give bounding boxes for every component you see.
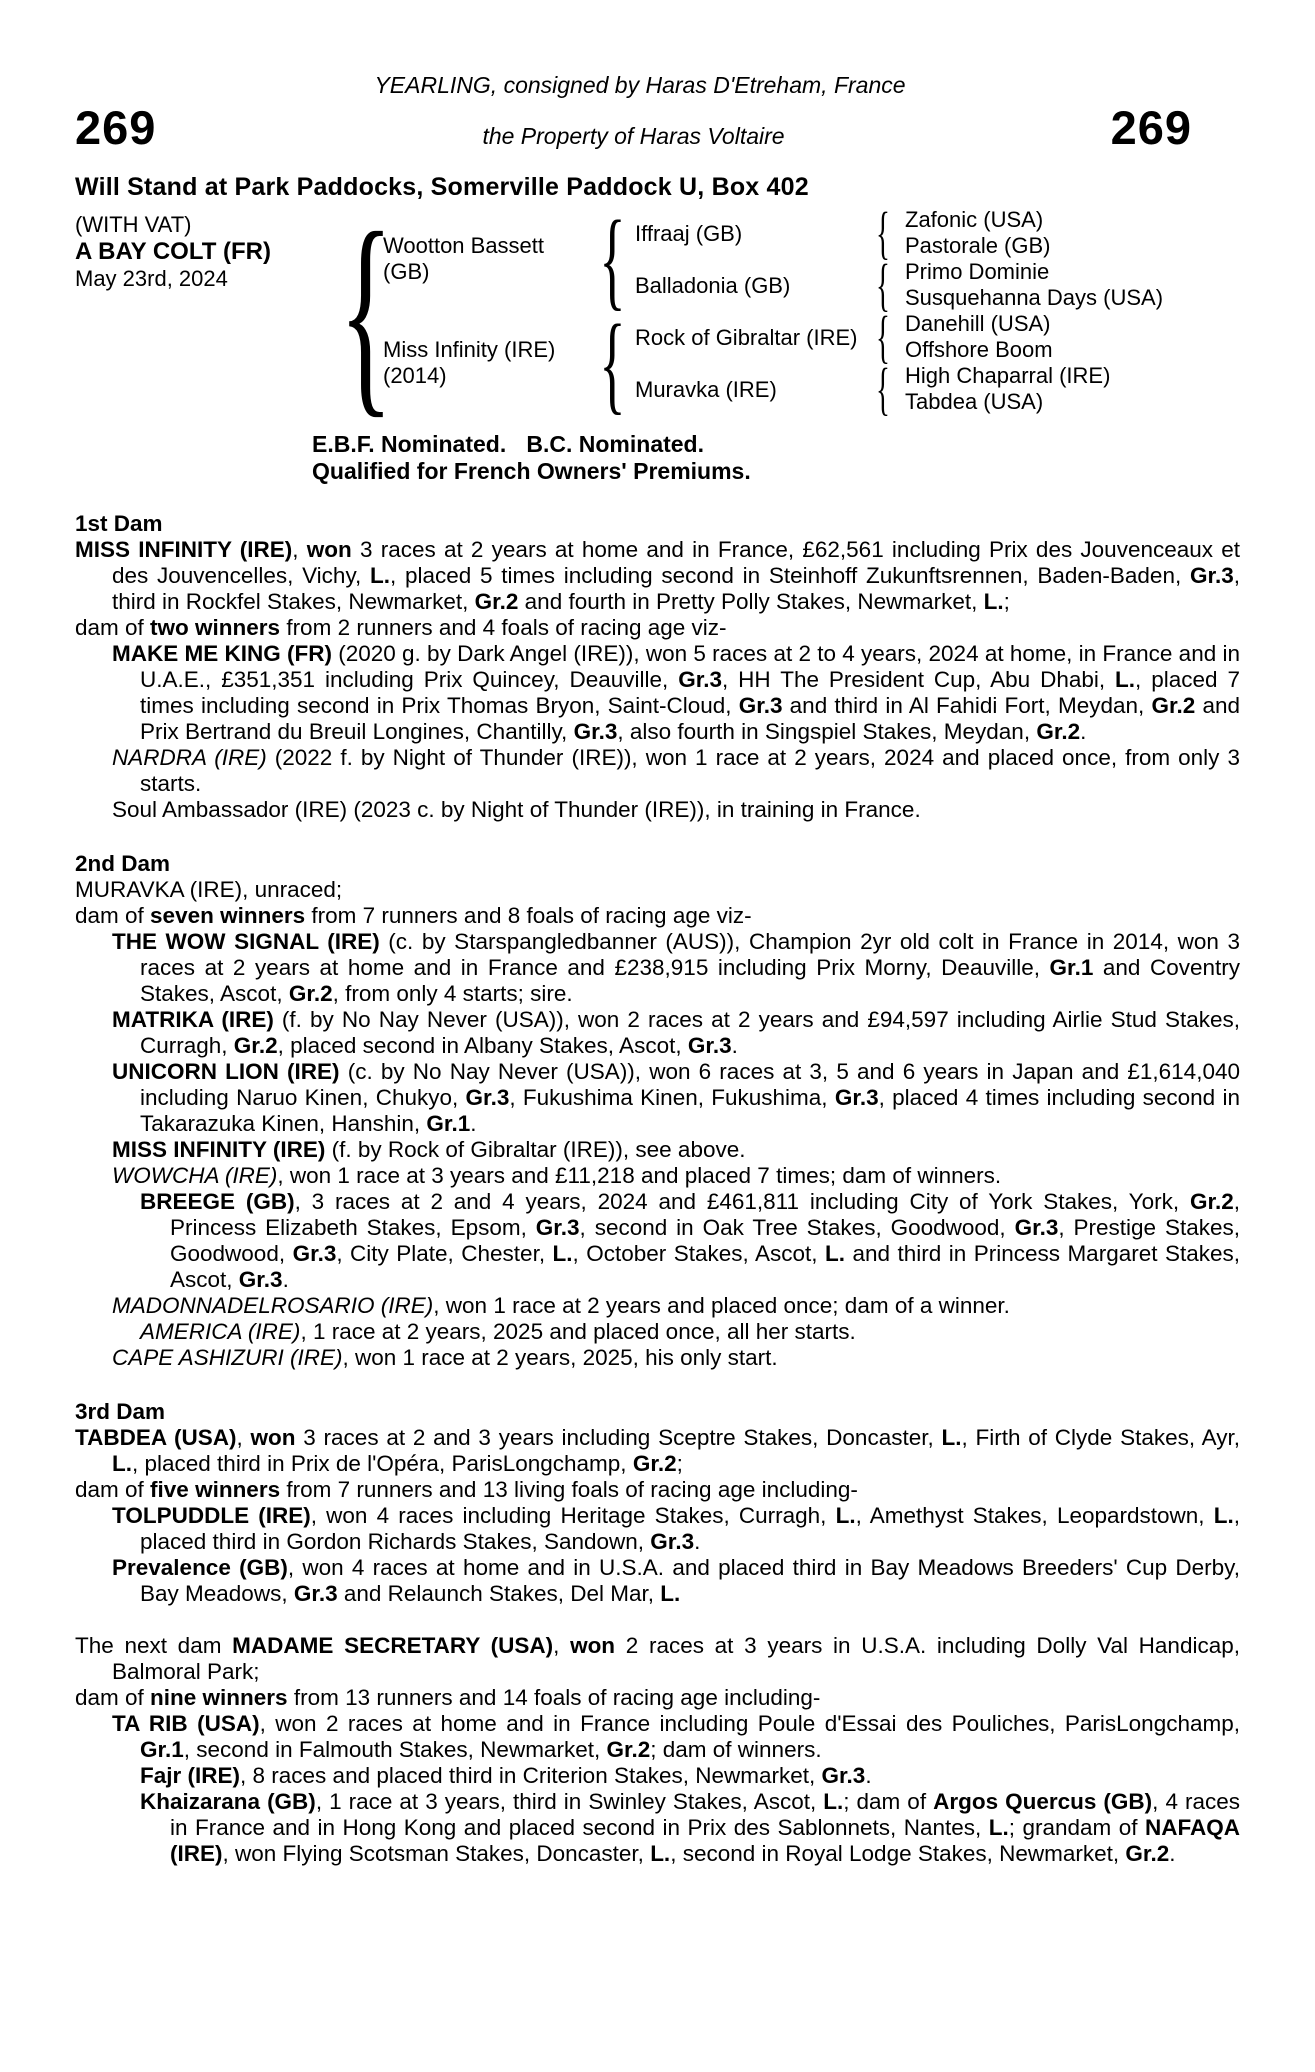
emphasized-text: five winners xyxy=(150,1477,281,1502)
emphasized-text: Gr.1 xyxy=(140,1737,184,1762)
gen3-name: Rock of Gibraltar (IRE) xyxy=(635,324,858,350)
emphasized-text: L. xyxy=(988,1815,1009,1840)
plain-text: . xyxy=(470,1111,477,1136)
emphasized-text: Gr.2 xyxy=(1036,719,1081,744)
dam-half xyxy=(379,301,1240,424)
ancestor-unit xyxy=(623,252,1240,318)
gen3-name: Iffraaj (GB) xyxy=(635,220,743,246)
plain-text: ; dam of xyxy=(843,1789,934,1814)
subject-block xyxy=(75,147,353,355)
emphasized-text: Gr.3 xyxy=(573,719,618,744)
emphasized-text: Gr.3 xyxy=(678,667,722,692)
plain-text: , second in Oak Tree Stakes, Goodwood, xyxy=(579,1215,1015,1240)
dam-name-line: Miss Infinity (IRE) xyxy=(383,337,556,362)
horse-name: A BAY COLT (FR) xyxy=(75,237,271,265)
plain-text: , placed third in Prix de l'Opéra, ParisLongchamp, xyxy=(132,1451,633,1476)
plain-text: , xyxy=(292,537,307,562)
plain-text: , won Flying Scotsman Stakes, Doncaster, xyxy=(222,1841,651,1866)
stand-location-line: Will Stand at Park Paddocks, Somerville Paddock U, Box 402 xyxy=(75,173,809,201)
plain-text: from 7 runners and 13 living foals of racing age including- xyxy=(280,1477,858,1502)
plain-text: ; xyxy=(676,1451,683,1476)
emphasized-text: Gr.2 xyxy=(1189,1189,1234,1214)
dam-section xyxy=(75,851,1240,1371)
plain-text: , won 2 races at home and in France including Poule d'Essai des Pouliches, ParisLongchamp, xyxy=(259,1711,1240,1736)
plain-text: , 1 race at 3 years, third in Swinley Stakes, Ascot, xyxy=(315,1789,824,1814)
plain-text: and fourth in Pretty Polly Stakes, Newmarket, xyxy=(518,589,984,614)
plain-text: . xyxy=(865,1763,872,1788)
emphasized-text: UNICORN LION (IRE) xyxy=(112,1059,340,1084)
plain-text: ; dam of winners. xyxy=(650,1737,822,1762)
pedigree-paragraph xyxy=(75,1789,1240,1867)
pedigree-paragraph xyxy=(75,641,1240,745)
plain-text: , won 4 races at home and in U.S.A. and placed third in Bay Meadows Breeders' Cup Derby, Bay Meadows, xyxy=(140,1555,1241,1606)
emphasized-text: Argos Quercus (GB) xyxy=(933,1789,1153,1814)
emphasized-text: Gr.2 xyxy=(474,589,519,614)
plain-text: , placed 4 times including second in Takarazuka Kinen, Hanshin, xyxy=(140,1085,1240,1136)
plain-text: , from only 4 starts; sire. xyxy=(332,981,573,1006)
gen4-dam: Offshore Boom xyxy=(905,337,1053,362)
emphasized-text: NAFAQA (IRE) xyxy=(170,1815,1240,1866)
plain-text: , won 4 races including Heritage Stakes, Curragh, xyxy=(310,1503,836,1528)
plain-text: dam of xyxy=(75,615,151,640)
pedigree-paragraph xyxy=(75,1685,1240,1711)
gen4-sire: High Chaparral (IRE) xyxy=(905,363,1111,388)
pedigree-paragraph xyxy=(75,745,1240,797)
emphasized-text: nine winners xyxy=(150,1685,288,1710)
pedigree-paragraph xyxy=(75,1293,1240,1319)
emphasized-text: L. xyxy=(112,1451,132,1476)
emphasized-text: Gr.2 xyxy=(1125,1841,1170,1866)
emphasized-text: Gr.2 xyxy=(1151,693,1196,718)
emphasized-text: Gr.3 xyxy=(834,1085,879,1110)
emphasized-text: MADAME SECRETARY (USA) xyxy=(232,1633,554,1658)
plain-text: . xyxy=(1080,719,1087,744)
plain-text: (c. by Starspangledbanner (AUS)), Champion 2yr old colt in France in 2014, won 3 races at 2 years at home and in France and £238,915 including Prix Morny, Deauville, xyxy=(140,929,1240,980)
french-premiums-label: Qualified for French Owners' Premiums. xyxy=(312,458,751,484)
emphasized-text: Gr.2 xyxy=(288,981,333,1006)
emphasized-text: Prevalence (GB) xyxy=(112,1555,288,1580)
brace-icon: { xyxy=(876,252,890,318)
page-column xyxy=(75,72,1240,1867)
emphasized-text: two winners xyxy=(150,615,281,640)
pedigree-paragraph xyxy=(75,1711,1240,1763)
emphasized-text: L. xyxy=(552,1241,573,1266)
sire-name-line: Wootton Bassett xyxy=(383,233,545,258)
emphasized-text: TOLPUDDLE (IRE) xyxy=(112,1503,311,1528)
gen4-dam: Susquehanna Days (USA) xyxy=(905,285,1164,310)
pedigree-paragraph xyxy=(75,1425,1240,1477)
emphasized-text: NARDRA (IRE) xyxy=(112,745,267,770)
emphasized-text: CAPE ASHIZURI (IRE) xyxy=(112,1345,343,1370)
emphasized-text: Gr.3 xyxy=(821,1763,866,1788)
lot-number-left: 269 xyxy=(75,101,157,154)
pedigree-text xyxy=(75,511,1240,1867)
pedigree-brace-gen3 xyxy=(598,197,626,320)
emphasized-text: Gr.1 xyxy=(1049,955,1094,980)
pedigree-paragraph xyxy=(75,929,1240,1007)
plain-text: and third in Princess Margaret Stakes, Ascot, xyxy=(170,1241,1240,1292)
emphasized-text: L. xyxy=(835,1503,856,1528)
plain-text: , third in Rockfel Stakes, Newmarket, xyxy=(112,563,1240,614)
plain-text: . xyxy=(731,1033,738,1058)
emphasized-text: Fajr (IRE) xyxy=(140,1763,241,1788)
emphasized-text: Gr.3 xyxy=(1189,563,1234,588)
pedigree-paragraph xyxy=(75,537,1240,615)
plain-text: , placed 5 times including second in Steinhoff Zukunftsrennen, Baden-Baden, xyxy=(390,563,1190,588)
dam-heading: 2nd Dam xyxy=(75,851,171,876)
plain-text: and Relaunch Stakes, Del Mar, xyxy=(337,1581,661,1606)
gen4-dam: Pastorale (GB) xyxy=(905,233,1051,258)
plain-text: (f. by No Nay Never (USA)), won 2 races at 2 years and £94,597 including Airlie Stud Stakes, Curragh, xyxy=(140,1007,1240,1058)
emphasized-text: MISS INFINITY (IRE) xyxy=(75,537,293,562)
plain-text: ; xyxy=(1003,589,1010,614)
plain-text: , won 1 race at 2 years, 2025, his only start. xyxy=(342,1345,778,1370)
plain-text: ; grandam of xyxy=(1008,1815,1145,1840)
emphasized-text: Gr.3 xyxy=(238,1267,283,1292)
pedigree-paragraph xyxy=(75,1345,1240,1371)
emphasized-text: Gr.3 xyxy=(1014,1215,1059,1240)
pedigree-paragraph xyxy=(75,877,1240,903)
emphasized-text: L. xyxy=(825,1241,846,1266)
dam-name xyxy=(379,337,601,389)
pedigree-paragraph xyxy=(75,903,1240,929)
pedigree-paragraph xyxy=(75,1503,1240,1555)
plain-text: , HH The President Cup, Abu Dhabi, xyxy=(721,667,1116,692)
pedigree-paragraph xyxy=(75,1007,1240,1059)
gen4-sire: Primo Dominie xyxy=(905,259,1050,284)
pedigree-paragraph xyxy=(75,1319,1240,1345)
emphasized-text: L. xyxy=(823,1789,844,1814)
plain-text: , Prestige Stakes, Goodwood, xyxy=(170,1215,1241,1266)
emphasized-text: MISS INFINITY (IRE) xyxy=(112,1137,326,1162)
plain-text: , also fourth in Singspiel Stakes, Meydan, xyxy=(617,719,1037,744)
plain-text: (c. by No Nay Never (USA)), won 6 races at 3, 5 and 6 years in Japan and £1,614,040 including Naruo Kinen, Chukyo, xyxy=(140,1059,1240,1110)
gen3-name: Balladonia (GB) xyxy=(635,272,791,298)
plain-text: . xyxy=(1169,1841,1176,1866)
plain-text: , second in Falmouth Stakes, Newmarket, xyxy=(183,1737,607,1762)
ancestor-unit xyxy=(623,200,1240,266)
emphasized-text: L. xyxy=(650,1841,671,1866)
pedigree-paragraph xyxy=(75,1137,1240,1163)
dam-section xyxy=(75,1399,1240,1607)
dam-heading: 3rd Dam xyxy=(75,1399,166,1424)
pedigree-paragraph xyxy=(75,1763,1240,1789)
pedigree-paragraph xyxy=(75,1477,1240,1503)
emphasized-text: Gr.2 xyxy=(233,1033,278,1058)
pedigree-paragraph xyxy=(75,1163,1240,1189)
gen3-name: Muravka (IRE) xyxy=(635,376,777,402)
plain-text: 2 races at 3 years in U.S.A. including Dolly Val Handicap, Balmoral Park; xyxy=(112,1633,1240,1684)
gen4-sire: Zafonic (USA) xyxy=(905,207,1044,232)
emphasized-text: L. xyxy=(660,1581,681,1606)
brace-icon: { xyxy=(876,356,890,422)
emphasized-text: Gr.1 xyxy=(426,1111,471,1136)
plain-text: and Coventry Stakes, Ascot, xyxy=(140,955,1241,1006)
plain-text: and third in Al Fahidi Fort, Meydan, xyxy=(782,693,1152,718)
emphasized-text: TABDEA (USA) xyxy=(75,1425,237,1450)
emphasized-text: Gr.2 xyxy=(606,1737,651,1762)
plain-text: dam of xyxy=(75,1685,151,1710)
foaling-date: May 23rd, 2024 xyxy=(75,265,228,291)
ancestor-unit xyxy=(623,356,1240,422)
gen4-dam: Tabdea (USA) xyxy=(905,389,1044,414)
lot-number-right: 269 xyxy=(1110,101,1192,154)
plain-text: , Amethyst Stakes, Leopardstown, xyxy=(855,1503,1214,1528)
dam-heading: 1st Dam xyxy=(75,511,163,536)
plain-text: , 1 race at 2 years, 2025 and placed once, all her starts. xyxy=(300,1319,856,1344)
plain-text: dam of xyxy=(75,903,151,928)
emphasized-text: Khaizarana (GB) xyxy=(140,1789,316,1814)
plain-text: , 3 races at 2 and 4 years, 2024 and £461,811 including City of York Stakes, York, xyxy=(294,1189,1190,1214)
emphasized-text: MAKE ME KING (FR) xyxy=(112,641,332,666)
plain-text: from 13 runners and 14 foals of racing age including- xyxy=(287,1685,821,1710)
plain-text: from 7 runners and 8 foals of racing age viz- xyxy=(305,903,752,928)
plain-text: , 8 races and placed third in Criterion Stakes, Newmarket, xyxy=(240,1763,822,1788)
plain-text: . xyxy=(694,1529,701,1554)
emphasized-text: Gr.3 xyxy=(650,1529,695,1554)
gen4-sire: Danehill (USA) xyxy=(905,311,1051,336)
emphasized-text: L. xyxy=(1213,1503,1234,1528)
plain-text: Soul Ambassador (IRE) (2023 c. by Night of Thunder (IRE)), in training in France. xyxy=(112,797,921,822)
sire-suffix-line: (GB) xyxy=(383,259,430,284)
pedigree-brace-gen4 xyxy=(873,304,893,370)
plain-text: , won 1 race at 2 years and placed once; dam of a winner. xyxy=(433,1293,1010,1318)
emphasized-text: won xyxy=(570,1633,616,1658)
plain-text: 3 races at 2 years at home and in France, £62,561 including Prix des Jouvenceaux et des Jouvencelles, Vichy, xyxy=(112,537,1240,588)
vat-note: (WITH VAT) xyxy=(75,211,192,237)
plain-text: . xyxy=(282,1267,289,1292)
dam-section xyxy=(75,1633,1240,1867)
pedigree-paragraph xyxy=(75,1059,1240,1137)
emphasized-text: TA RIB (USA) xyxy=(112,1711,260,1736)
plain-text: , 4 races in France and in Hong Kong and placed second in Prix des Sablonnets, Nantes, xyxy=(170,1789,1240,1840)
emphasized-text: won xyxy=(250,1425,296,1450)
sire-half xyxy=(379,197,1240,320)
bc-nominated-label: B.C. Nominated. xyxy=(526,431,704,457)
emphasized-text: Gr.3 xyxy=(535,1215,580,1240)
sire-name xyxy=(379,233,601,285)
pedigree-paragraph xyxy=(75,797,1240,823)
pedigree-brace-gen4 xyxy=(873,252,893,318)
plain-text: , Firth of Clyde Stakes, Ayr, xyxy=(961,1425,1240,1450)
plain-text: , placed third in Gordon Richards Stakes, Sandown, xyxy=(140,1503,1240,1554)
pedigree-paragraph xyxy=(75,615,1240,641)
pedigree-brace-gen4 xyxy=(873,356,893,422)
plain-text: , placed 7 times including second in Prix Thomas Bryon, Saint-Cloud, xyxy=(140,667,1240,718)
emphasized-text: L. xyxy=(983,589,1004,614)
plain-text: MURAVKA (IRE), unraced; xyxy=(75,877,343,902)
plain-text: (f. by Rock of Gibraltar (IRE)), see above. xyxy=(325,1137,746,1162)
plain-text: (2020 g. by Dark Angel (IRE)), won 5 races at 2 to 4 years, 2024 at home, in France and in U.A.E., £351,351 including Prix Quincey, Deauville, xyxy=(140,641,1240,692)
pedigree-brace-gen3 xyxy=(598,301,626,424)
emphasized-text: MADONNADELROSARIO (IRE) xyxy=(112,1293,434,1318)
plain-text: , Fukushima Kinen, Fukushima, xyxy=(509,1085,835,1110)
plain-text: , won 1 race at 3 years and £11,218 and placed 7 times; dam of winners. xyxy=(277,1163,1002,1188)
emphasized-text: BREEGE (GB) xyxy=(140,1189,295,1214)
catalogue-page xyxy=(0,72,1315,2072)
plain-text: , October Stakes, Ascot, xyxy=(572,1241,826,1266)
emphasized-text: Gr.3 xyxy=(293,1581,338,1606)
brace-icon: { xyxy=(876,200,890,266)
plain-text: 3 races at 2 and 3 years including Sceptre Stakes, Doncaster, xyxy=(295,1425,942,1450)
emphasized-text: won xyxy=(306,537,352,562)
brace-icon: { xyxy=(598,197,626,320)
dam-section xyxy=(75,511,1240,823)
plain-text: The next dam xyxy=(75,1633,233,1658)
plain-text: , Princess Elizabeth Stakes, Epsom, xyxy=(170,1189,1241,1240)
emphasized-text: seven winners xyxy=(150,903,306,928)
emphasized-text: THE WOW SIGNAL (IRE) xyxy=(112,929,380,954)
emphasized-text: Gr.3 xyxy=(687,1033,732,1058)
emphasized-text: AMERICA (IRE) xyxy=(140,1319,301,1344)
pedigree-brace-gen2 xyxy=(339,185,393,436)
brace-icon: { xyxy=(876,304,890,370)
pedigree-generations xyxy=(379,197,1240,424)
brace-icon: { xyxy=(598,301,626,424)
plain-text: and Prix Bertrand du Breuil Longines, Chantilly, xyxy=(140,693,1241,744)
plain-text: , second in Royal Lodge Stakes, Newmarket, xyxy=(670,1841,1126,1866)
emphasized-text: MATRIKA (IRE) xyxy=(112,1007,274,1032)
pedigree-paragraph xyxy=(75,1189,1240,1293)
emphasized-text: L. xyxy=(1115,667,1136,692)
plain-text: (2022 f. by Night of Thunder (IRE)), won 1 race at 2 years, 2024 and placed once, from only 3 starts. xyxy=(140,745,1240,796)
pedigree-paragraph xyxy=(75,1555,1240,1607)
emphasized-text: Gr.3 xyxy=(465,1085,510,1110)
nominations-block xyxy=(312,431,751,485)
consignor-line: YEARLING, consigned by Haras D'Etreham, France xyxy=(374,72,906,98)
plain-text: , placed second in Albany Stakes, Ascot, xyxy=(277,1033,688,1058)
dam-suffix-line: (2014) xyxy=(383,363,447,388)
emphasized-text: L. xyxy=(370,563,391,588)
plain-text: , xyxy=(236,1425,251,1450)
plain-text: dam of xyxy=(75,1477,151,1502)
emphasized-text: WOWCHA (IRE) xyxy=(112,1163,278,1188)
emphasized-text: L. xyxy=(941,1425,962,1450)
emphasized-text: Gr.3 xyxy=(738,693,783,718)
ebf-nominated-label: E.B.F. Nominated. xyxy=(312,431,507,457)
plain-text: , City Plate, Chester, xyxy=(336,1241,553,1266)
lot-row xyxy=(75,101,1240,154)
pedigree-paragraph xyxy=(75,1633,1240,1685)
plain-text: , xyxy=(553,1633,571,1658)
property-line: the Property of Haras Voltaire xyxy=(482,123,785,149)
ancestor-unit xyxy=(623,304,1240,370)
brace-icon: { xyxy=(339,185,393,436)
emphasized-text: Gr.3 xyxy=(292,1241,337,1266)
pedigree-brace-gen4 xyxy=(873,200,893,266)
plain-text: from 2 runners and 4 foals of racing age viz- xyxy=(280,615,727,640)
emphasized-text: Gr.2 xyxy=(632,1451,677,1476)
